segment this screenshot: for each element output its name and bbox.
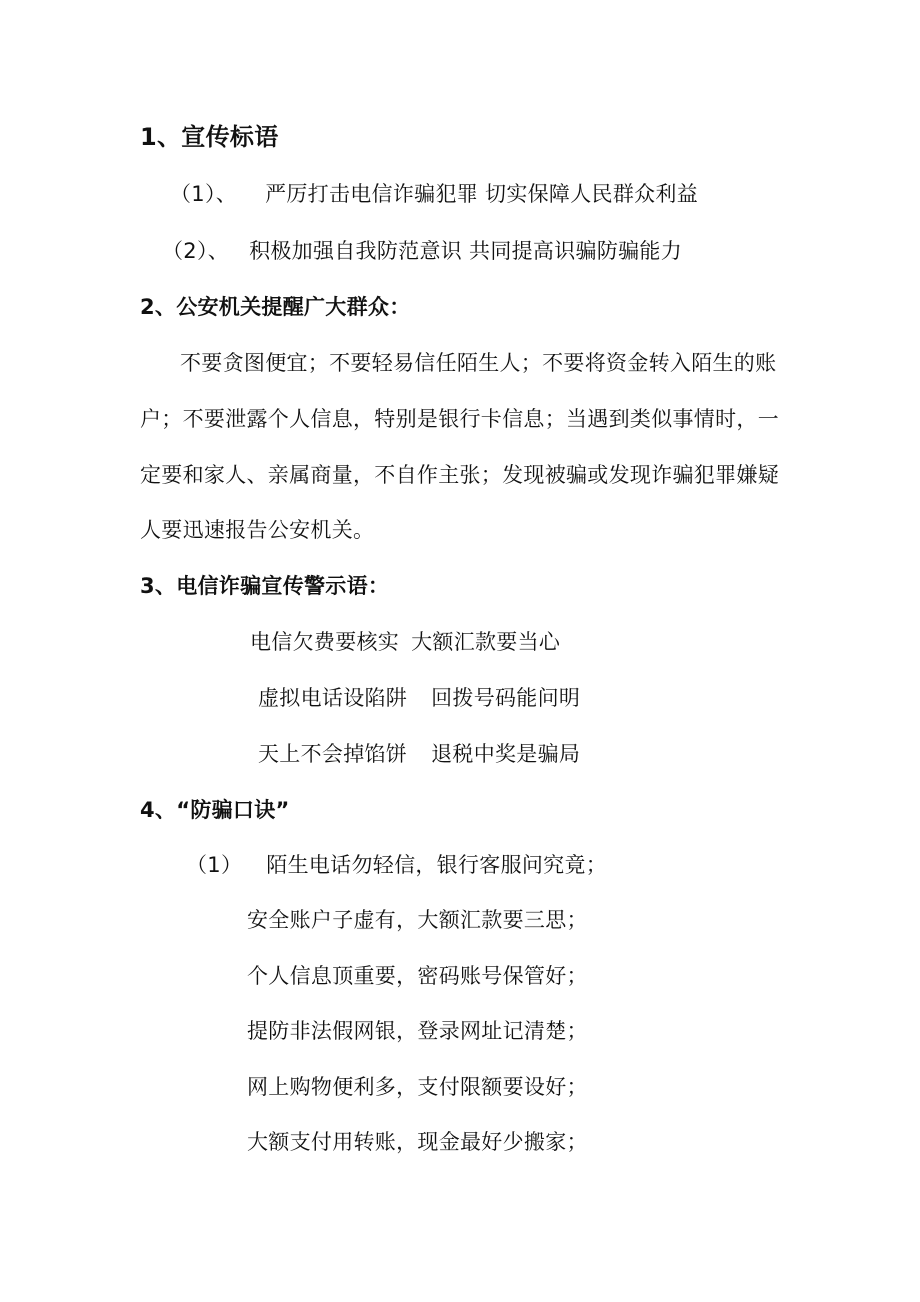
- section2-paragraph-line-4: 人要迅速报告公安机关。: [140, 518, 375, 542]
- section4-heading: 4、“防骗口诀”: [140, 798, 290, 822]
- section1-heading: 1、宣传标语: [140, 123, 279, 151]
- verse-line-6: 大额支付用转账，现金最好少搬家；: [247, 1130, 588, 1154]
- verse-line-1-text: 陌生电话勿轻信，银行客服问究竟；: [266, 853, 608, 877]
- slogan-2-text: 积极加强自我防范意识 共同提高识骗防骗能力: [249, 239, 683, 263]
- warning-line-2-b: 回拨号码能问明: [431, 686, 581, 710]
- section3-heading: 3、电信诈骗宣传警示语：: [140, 574, 390, 598]
- verse-line-1: [186, 850, 607, 880]
- warning-line-1-b: 大额汇款要当心: [411, 630, 561, 654]
- warning-line-2: [258, 683, 580, 713]
- verse-number: （1）: [186, 853, 243, 877]
- section2-paragraph-line-2: 户；不要泄露个人信息，特别是银行卡信息；当遇到类似事情时，一: [140, 407, 779, 431]
- warning-line-3-b: 退税中奖是骗局: [431, 742, 581, 766]
- verse-line-5: 网上购物便利多，支付限额要设好；: [247, 1075, 588, 1099]
- verse-line-4: 提防非法假网银，登录网址记清楚；: [247, 1019, 588, 1043]
- slogan-1: [170, 179, 698, 209]
- warning-line-1-a: 电信欠费要核实: [250, 630, 400, 654]
- section2-heading: 2、公安机关提醒广大群众：: [140, 295, 411, 319]
- verse-line-3: 个人信息顶重要，密码账号保管好；: [247, 964, 588, 988]
- slogan-1-text: 严厉打击电信诈骗犯罪 切实保障人民群众利益: [265, 182, 699, 206]
- slogan-2: [162, 236, 682, 266]
- section2-paragraph-line-1: 不要贪图便宜；不要轻易信任陌生人；不要将资金转入陌生的账: [180, 351, 777, 375]
- slogan-2-number: （2）、: [162, 239, 230, 263]
- warning-line-3: [258, 739, 580, 769]
- warning-line-3-a: 天上不会掉馅饼: [258, 742, 408, 766]
- verse-line-2: 安全账户子虚有，大额汇款要三思；: [247, 908, 588, 932]
- slogan-1-number: （1）、: [170, 182, 238, 206]
- section2-paragraph-line-3: 定要和家人、亲属商量，不自作主张；发现被骗或发现诈骗犯罪嫌疑: [140, 463, 779, 487]
- warning-line-2-a: 虚拟电话设陷阱: [258, 686, 408, 710]
- warning-line-1: [250, 627, 560, 657]
